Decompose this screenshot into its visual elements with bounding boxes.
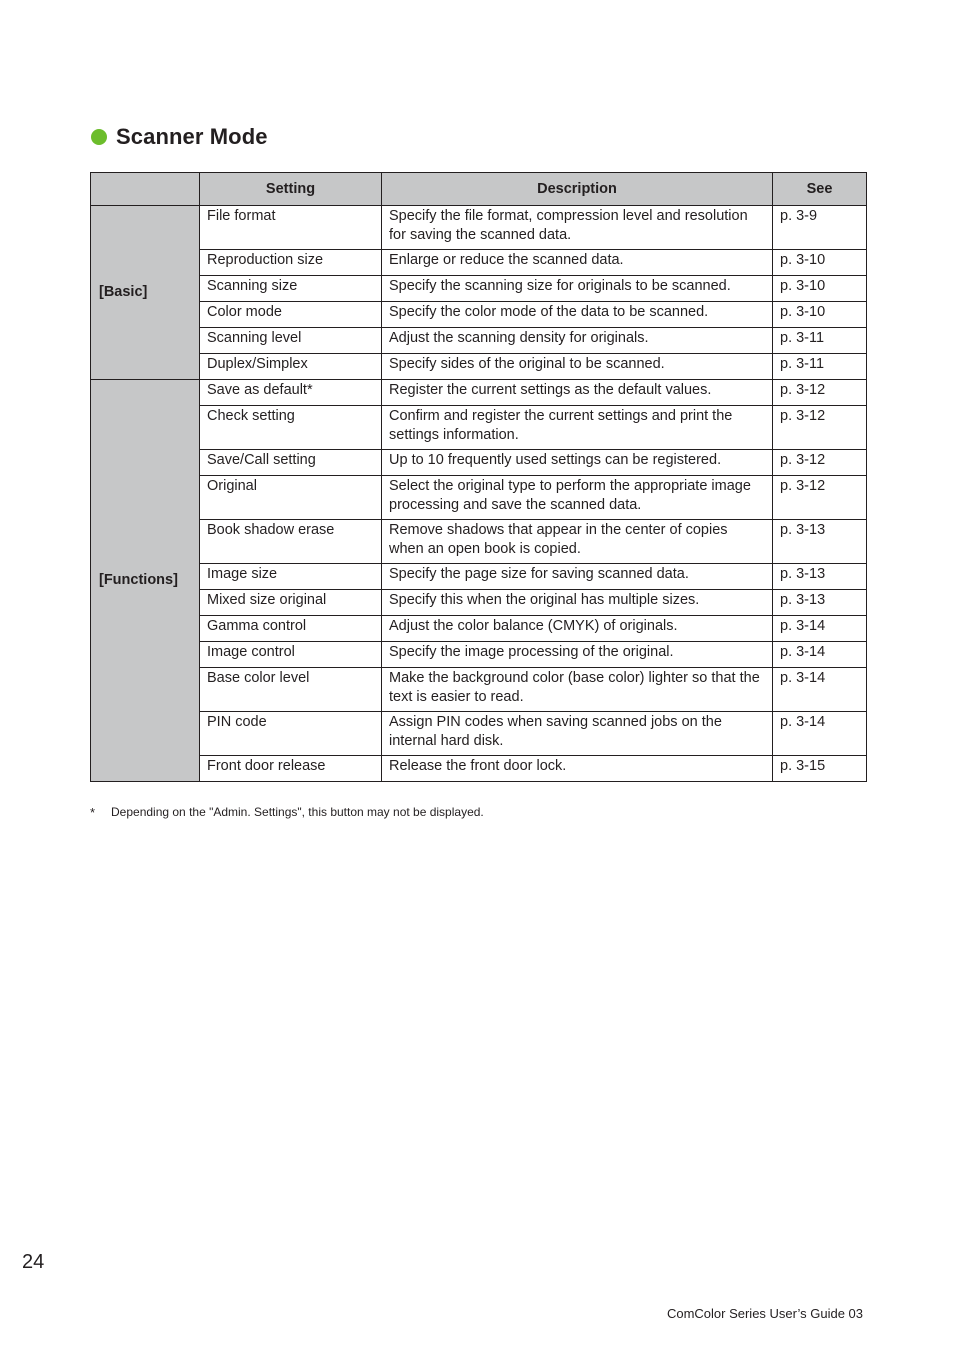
description-cell: Select the original type to perform the appropriate image processing and save the scanned data.: [382, 476, 773, 520]
description-cell: Specify the image processing of the original.: [382, 642, 773, 668]
setting-cell: Scanning size: [200, 276, 382, 302]
scanner-mode-table: [90, 172, 867, 782]
description-cell: Assign PIN codes when saving scanned jobs on the internal hard disk.: [382, 712, 773, 756]
see-cell: p. 3-14: [773, 642, 867, 668]
green-bullet-icon: [91, 129, 107, 145]
see-cell: p. 3-12: [773, 380, 867, 406]
setting-cell: Color mode: [200, 302, 382, 328]
see-cell: p. 3-14: [773, 712, 867, 756]
table-row: [91, 476, 867, 520]
table-row: [91, 564, 867, 590]
table-row: [91, 380, 867, 406]
description-cell: Remove shadows that appear in the center of copies when an open book is copied.: [382, 520, 773, 564]
setting-cell: Book shadow erase: [200, 520, 382, 564]
table-header-row: [91, 173, 867, 206]
setting-cell: Scanning level: [200, 328, 382, 354]
page-number: 24: [22, 1251, 45, 1273]
see-cell: p. 3-10: [773, 276, 867, 302]
description-cell: Specify the color mode of the data to be scanned.: [382, 302, 773, 328]
setting-cell: Save/Call setting: [200, 450, 382, 476]
table-row: [91, 328, 867, 354]
setting-cell: Image control: [200, 642, 382, 668]
footnote-mark: *: [90, 805, 96, 820]
table-row: [91, 206, 867, 250]
table-body: [91, 206, 867, 782]
table-row: [91, 250, 867, 276]
section-heading: [91, 122, 268, 152]
see-cell: p. 3-12: [773, 476, 867, 520]
setting-cell: Gamma control: [200, 616, 382, 642]
footnote: [90, 805, 484, 820]
description-cell: Adjust the color balance (CMYK) of originals.: [382, 616, 773, 642]
table-row: [91, 712, 867, 756]
description-cell: Make the background color (base color) lighter so that the text is easier to read.: [382, 668, 773, 712]
table-row: [91, 590, 867, 616]
setting-cell: PIN code: [200, 712, 382, 756]
description-cell: Adjust the scanning density for originals.: [382, 328, 773, 354]
see-cell: p. 3-13: [773, 520, 867, 564]
setting-cell: Duplex/Simplex: [200, 354, 382, 380]
description-cell: Specify the scanning size for originals to be scanned.: [382, 276, 773, 302]
see-cell: p. 3-10: [773, 250, 867, 276]
description-cell: Specify the file format, compression level and resolution for saving the scanned data.: [382, 206, 773, 250]
table-row: [91, 406, 867, 450]
table-row: [91, 450, 867, 476]
description-cell: Enlarge or reduce the scanned data.: [382, 250, 773, 276]
group-label: [Basic]: [91, 206, 200, 380]
group-label: [Functions]: [91, 380, 200, 782]
header-setting: Setting: [200, 173, 382, 206]
table-row: [91, 668, 867, 712]
description-cell: Specify this when the original has multiple sizes.: [382, 590, 773, 616]
see-cell: p. 3-11: [773, 328, 867, 354]
see-cell: p. 3-13: [773, 590, 867, 616]
description-cell: Specify sides of the original to be scanned.: [382, 354, 773, 380]
setting-cell: Image size: [200, 564, 382, 590]
see-cell: p. 3-15: [773, 756, 867, 782]
table-row: [91, 642, 867, 668]
see-cell: p. 3-14: [773, 616, 867, 642]
header-description: Description: [382, 173, 773, 206]
description-cell: Up to 10 frequently used settings can be registered.: [382, 450, 773, 476]
see-cell: p. 3-12: [773, 450, 867, 476]
guide-title: ComColor Series User’s Guide 03: [666, 1306, 863, 1321]
setting-cell: Base color level: [200, 668, 382, 712]
setting-cell: Front door release: [200, 756, 382, 782]
see-cell: p. 3-14: [773, 668, 867, 712]
see-cell: p. 3-11: [773, 354, 867, 380]
setting-cell: File format: [200, 206, 382, 250]
see-cell: p. 3-10: [773, 302, 867, 328]
description-cell: Register the current settings as the default values.: [382, 380, 773, 406]
setting-cell: Original: [200, 476, 382, 520]
setting-cell: Check setting: [200, 406, 382, 450]
table-row: [91, 756, 867, 782]
table-row: [91, 616, 867, 642]
header-group: [91, 173, 200, 206]
table-row: [91, 354, 867, 380]
section-title: Scanner Mode: [116, 124, 268, 149]
table-row: [91, 276, 867, 302]
description-cell: Confirm and register the current settings and print the settings information.: [382, 406, 773, 450]
setting-cell: Save as default*: [200, 380, 382, 406]
description-cell: Specify the page size for saving scanned data.: [382, 564, 773, 590]
see-cell: p. 3-12: [773, 406, 867, 450]
see-cell: p. 3-13: [773, 564, 867, 590]
footnote-text: Depending on the "Admin. Settings", this button may not be displayed.: [111, 805, 484, 819]
description-cell: Release the front door lock.: [382, 756, 773, 782]
setting-cell: Reproduction size: [200, 250, 382, 276]
header-see: See: [773, 173, 867, 206]
table-row: [91, 520, 867, 564]
table-row: [91, 302, 867, 328]
see-cell: p. 3-9: [773, 206, 867, 250]
setting-cell: Mixed size original: [200, 590, 382, 616]
